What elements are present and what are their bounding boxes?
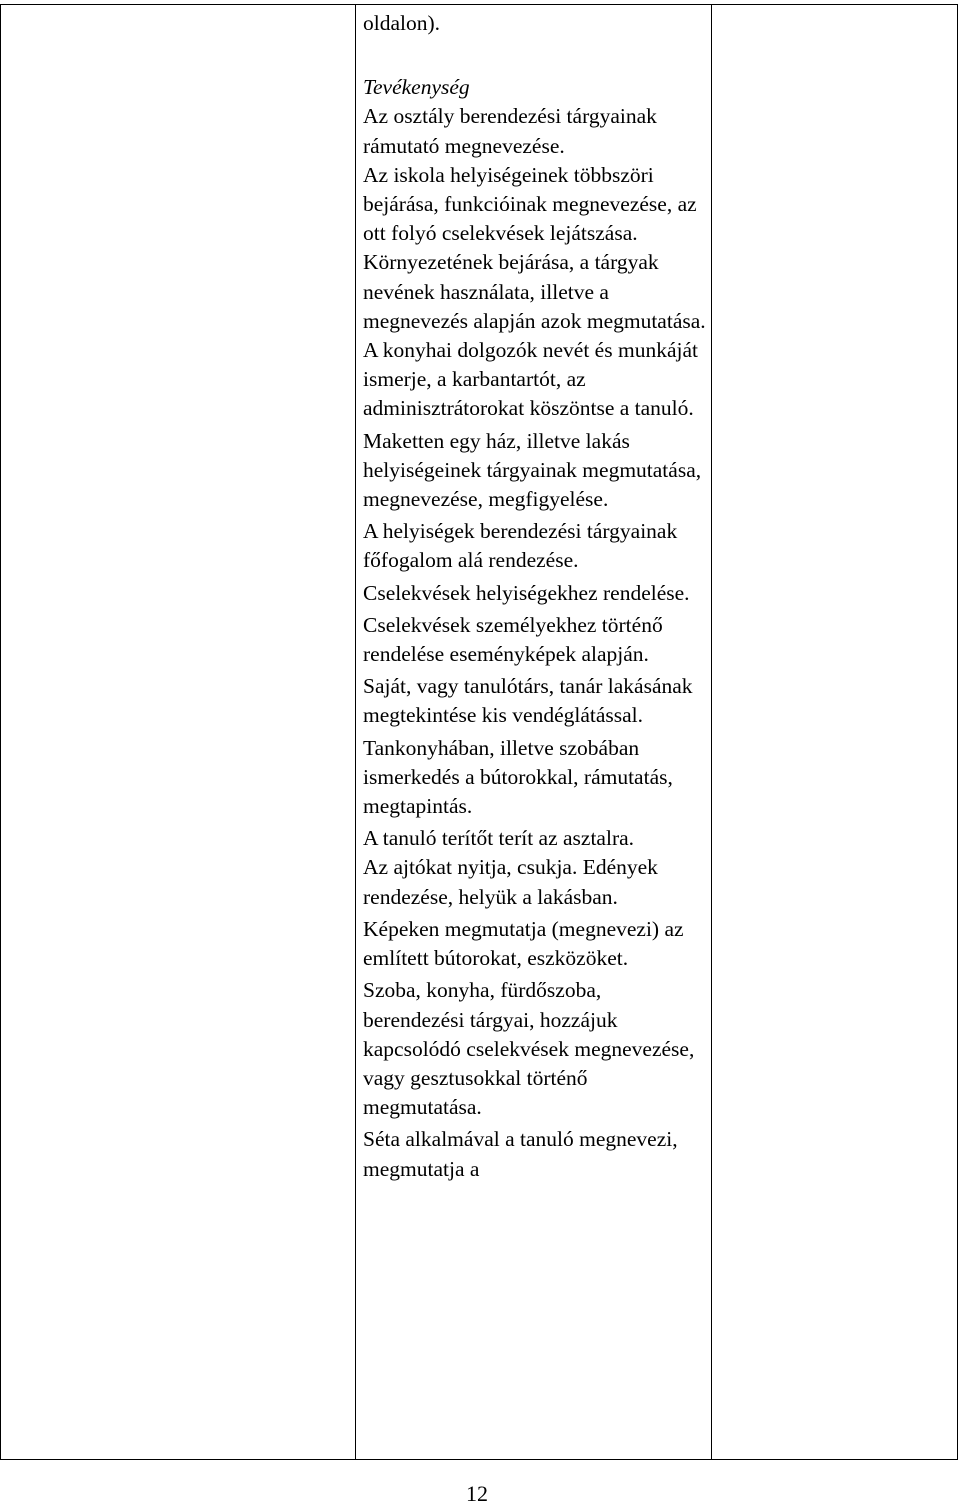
column-divider-right bbox=[711, 4, 712, 1460]
column-divider-left bbox=[355, 4, 356, 1460]
continuation-text: oldalon). bbox=[363, 11, 441, 35]
paragraph: Képeken megmutatja (megnevezi) az említett bútorokat, eszközöket. bbox=[363, 916, 684, 971]
blank-line bbox=[363, 38, 708, 73]
paragraph: Séta alkalmával a tanuló megnevezi, megmutatja a bbox=[363, 1127, 678, 1181]
activity-cell bbox=[363, 9, 708, 1184]
paragraph: Cselekvések személyekhez történő rendelése eseményképek alapján. bbox=[363, 612, 663, 667]
page-number-text: 12 bbox=[466, 1481, 488, 1506]
paragraph: Környezetének bejárása, a tárgyak nevének használata, illetve a megnevezés alapján azok megmutatása. A konyhai dolgozók nevét és munkáját ismerje, a karbantartót, az adminisztrátorokat köszöntse a tanuló. bbox=[363, 250, 706, 421]
paragraph: Az ajtókat nyitja, csukja. Edények rendezése, helyük a lakásban. bbox=[363, 855, 658, 909]
paragraph: A helyiségek berendezési tárgyainak főfogalom alá rendezése. bbox=[363, 519, 678, 573]
paragraph: Cselekvések helyiségekhez rendelése. bbox=[363, 580, 690, 605]
paragraph: Tankonyhában, illetve szobában ismerkedés a bútorokkal, rámutatás, megtapintás. bbox=[363, 735, 673, 819]
paragraph: Saját, vagy tanulótárs, tanár lakásának megtekintése kis vendéglátással. bbox=[363, 674, 693, 728]
paragraph: Maketten egy ház, illetve lakás helyiségeinek tárgyainak megmutatása, megnevezése, megfigyelése. bbox=[363, 428, 702, 512]
paragraph: A tanuló terítőt terít az asztalra. bbox=[363, 826, 635, 851]
paragraph: Szoba, konyha, fürdőszoba, berendezési tárgyai, hozzájuk kapcsolódó cselekvések megnevezése, vagy gesztusokkal történő megmutatása. bbox=[363, 978, 695, 1120]
paragraph: Az iskola helyiségeinek többszöri bejárása, funkcióinak megnevezése, az ott folyó cselekvések lejátszása. bbox=[363, 162, 697, 246]
paragraph: Az osztály berendezési tárgyainak rámutató megnevezése. bbox=[363, 104, 657, 158]
activity-heading: Tevékenység bbox=[363, 75, 470, 100]
